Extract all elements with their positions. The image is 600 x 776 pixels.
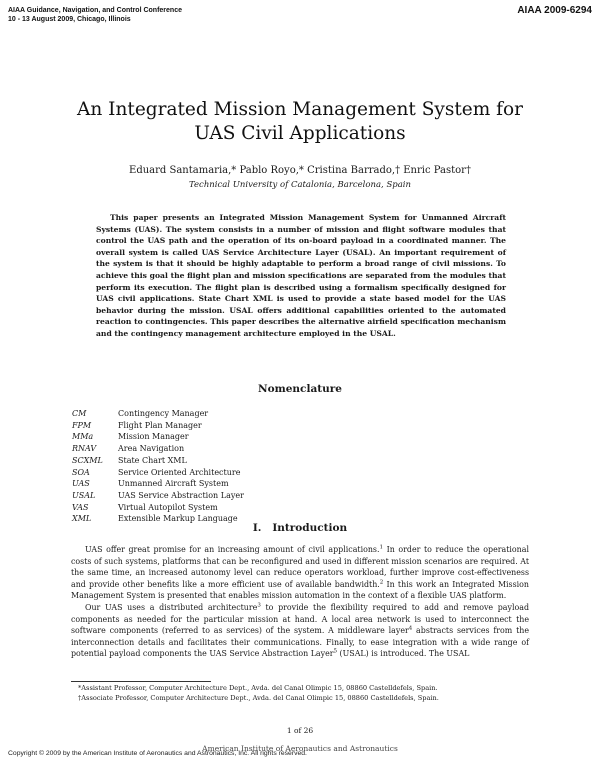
nomenclature-meaning: Extensible Markup Language xyxy=(118,514,238,524)
nomenclature-meaning: Flight Plan Manager xyxy=(118,420,202,430)
nomenclature-abbr: VAS xyxy=(72,502,89,512)
footnote: †Associate Professor, Computer Architecture Dept., Avda. del Canal Olimpic 15, 08860 Castelldefels, Spain. xyxy=(78,693,439,702)
nomenclature-table xyxy=(72,408,244,525)
text-run: In this work an Integrated Mission Management System is presented that enables mission automation in the context of a flexible UAS platform. xyxy=(71,579,529,601)
title-line-1: An Integrated Mission Management System for xyxy=(77,99,523,120)
text-run: (USAL) is introduced. The USAL xyxy=(337,649,470,659)
affiliation: Technical University of Catalonia, Barcelona, Spain xyxy=(189,180,411,190)
citation[interactable]: 4 xyxy=(408,625,413,632)
nomenclature-abbr: XML xyxy=(72,514,92,524)
nomenclature-abbr: RNAV xyxy=(72,444,97,454)
footnote: *Assistant Professor, Computer Architecture Dept., Avda. del Canal Olimpic 15, 08860 Castelldefels, Spain. xyxy=(78,684,438,692)
nomenclature-meaning: Contingency Manager xyxy=(118,409,209,418)
conference-dates: 10 - 13 August 2009, Chicago, Illinois xyxy=(8,16,131,23)
footnote-divider xyxy=(71,681,211,682)
title-line-2: UAS Civil Applications xyxy=(194,123,406,144)
nomenclature-meaning: State Chart XML xyxy=(118,455,187,465)
nomenclature-row xyxy=(72,478,244,490)
citation[interactable]: 1 xyxy=(379,544,383,551)
copyright-notice: Copyright © 2009 by the American Institute of Aeronautics and Astronautics, Inc. All rights reserved. xyxy=(8,750,307,757)
paragraph xyxy=(71,602,529,660)
nomenclature-row xyxy=(72,455,244,467)
paper-title xyxy=(0,98,600,146)
paragraph xyxy=(71,544,529,602)
nomenclature-row xyxy=(72,490,244,502)
nomenclature-heading: Nomenclature xyxy=(258,383,342,395)
abstract: This paper presents an Integrated Mission Management System for Unmanned Aircraft Systems (UAS). The system consists in a number of mission and flight software modules that control the UAS path and the operation of its on-board payload in a coordinated manner. The overall system is called UAS Service Architecture Layer (USAL). An important requirement of the system is that it should be highly adaptable to perform a broad range of civil missions. To achieve this goal the flight plan and mission specifications are separated from the modules that perform its execution. The flight plan is described using a formalism specifically designed for UAS civil applications. State Chart XML is used to provide a state based model for the UAS behavior during the mission. USAL offers additional capabilities oriented to the automated reaction to contingencies. This paper describes the alternative airfield specification mechanism and the contingency management architecture employed in the USAL. xyxy=(96,213,506,338)
nomenclature-meaning: UAS Service Abstraction Layer xyxy=(118,490,244,500)
citation[interactable]: 2 xyxy=(379,579,384,586)
nomenclature-abbr: CM xyxy=(72,409,87,418)
nomenclature-row xyxy=(72,467,244,479)
footnotes xyxy=(78,684,528,703)
nomenclature-row xyxy=(72,502,244,514)
text-run: UAS offer great promise for an increasing amount of civil applications. xyxy=(85,545,380,554)
nomenclature-abbr: FPM xyxy=(72,420,92,430)
publisher-line: American Institute of Aeronautics and Astronautics xyxy=(202,744,398,753)
nomenclature-meaning: Virtual Autopilot System xyxy=(118,502,218,512)
section-title: Introduction xyxy=(272,522,348,534)
text-run: abstracts services from the interconnection details and facilitates their communications. Finally, to ease integration with a wide range of potential payload components the UAS Service Abstraction Layer xyxy=(71,626,529,659)
nomenclature-abbr: USAL xyxy=(72,490,96,500)
text-run: Our UAS uses a distributed architecture xyxy=(85,602,258,612)
nomenclature-meaning: Mission Manager xyxy=(118,432,189,442)
text-run: to provide the flexibility required to add and remove payload components as needed for the particular mission at hand. A local area network is used to interconnect the software components (referred to as services) of the system. A middleware layer xyxy=(71,602,529,636)
nomenclature-row xyxy=(72,420,244,432)
nomenclature-row xyxy=(72,431,244,443)
nomenclature-row xyxy=(72,408,244,420)
authors: Eduard Santamaria,* Pablo Royo,* Cristina Barrado,† Enric Pastor† xyxy=(129,165,471,176)
section-heading xyxy=(0,522,600,534)
nomenclature-abbr: SCXML xyxy=(72,455,103,465)
introduction-body xyxy=(71,544,529,660)
conference-header xyxy=(8,6,182,24)
nomenclature-row xyxy=(72,443,244,455)
text-run: In order to reduce the operational costs of such systems, platforms that can be reconfigured and used in different mission scenarios are required. At the same time, an increased autonomy level can reduce operators workload, further improve cost-effectiveness and provide other benefits like a more efficient use of available bandwidth. xyxy=(71,545,529,589)
nomenclature-meaning: Service Oriented Architecture xyxy=(118,467,241,477)
citation[interactable]: 3 xyxy=(257,602,261,609)
section-number: I. xyxy=(252,522,262,534)
nomenclature-abbr: UAS xyxy=(72,479,90,489)
nomenclature-meaning: Unmanned Aircraft System xyxy=(118,479,229,489)
nomenclature-abbr: MMa xyxy=(72,432,94,442)
paper-number: AIAA 2009-6294 xyxy=(517,5,592,16)
nomenclature-abbr: SOA xyxy=(72,467,90,477)
conference-name: AIAA Guidance, Navigation, and Control Conference xyxy=(8,7,182,14)
citation[interactable]: 5 xyxy=(333,648,338,655)
nomenclature-meaning: Area Navigation xyxy=(118,444,185,454)
page-number: 1 of 26 xyxy=(286,726,314,735)
